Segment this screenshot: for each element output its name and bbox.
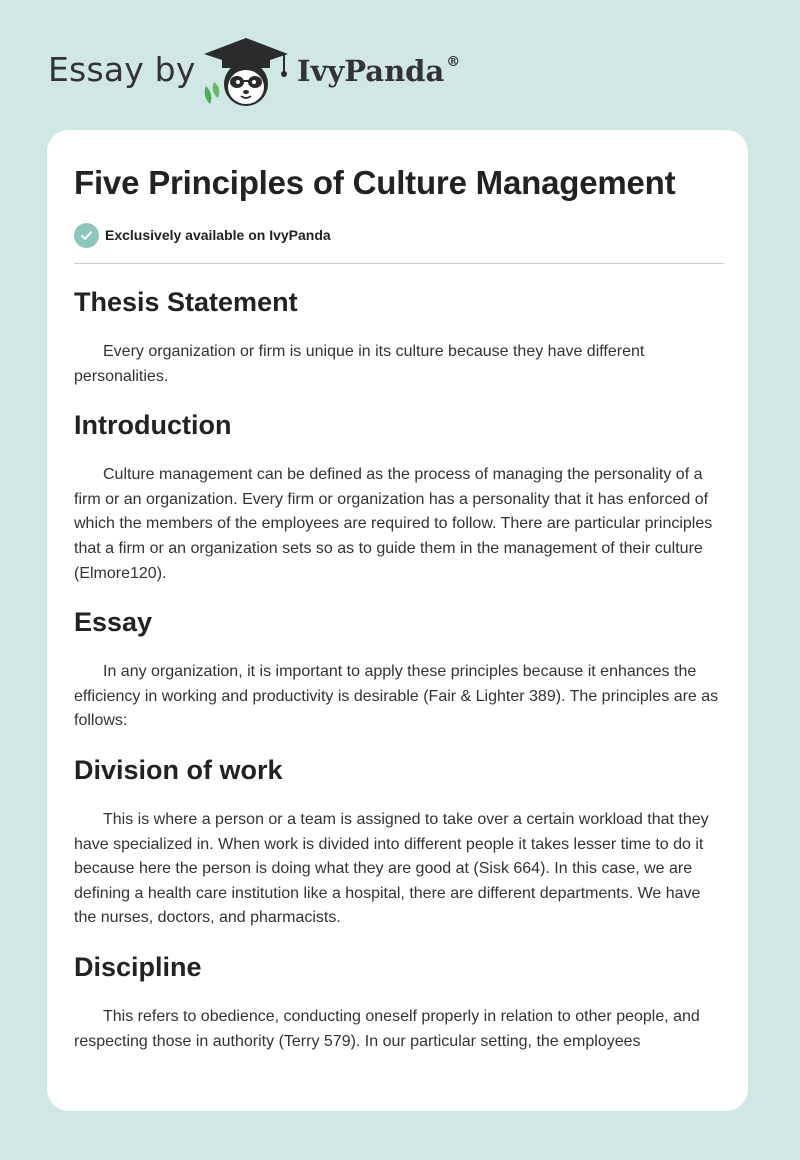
section-heading-division-of-work: Division of work <box>74 754 283 785</box>
section-heading-thesis: Thesis Statement <box>74 287 298 317</box>
section-paragraph-essay: In any organization, it is important to apply these principles because it enhances the efficiency in working and productivity is desirable (Fair & Lighter 389). The principles are as follows: <box>74 663 719 730</box>
check-circle-icon <box>74 223 99 248</box>
article-title: Five Principles of Culture Management <box>74 164 676 201</box>
exclusive-badge-label: Exclusively available on IvyPanda <box>105 227 331 243</box>
title-divider <box>74 263 724 264</box>
brand-text: IvyPanda <box>297 54 445 88</box>
section-paragraph-introduction: Culture management can be defined as the process of managing the personality of a firm or an organization. Every firm or organization has a personality that it has enforced of which the members of the employees are required to follow. There are particular principles that a firm or an organization sets so as to guide them in the management of their culture (Elmore120). <box>74 466 713 582</box>
exclusive-badge <box>74 220 724 250</box>
panda-graduate-icon[interactable] <box>200 36 292 108</box>
site-header <box>0 0 800 125</box>
section-heading-introduction: Introduction <box>74 410 232 441</box>
essay-by-label: Essay by <box>48 50 196 89</box>
registered-mark: ® <box>446 54 461 71</box>
article-card <box>47 130 748 1111</box>
section-paragraph-discipline: This refers to obedience, conducting oneself properly in relation to other people, and respecting those in authority (Terry 579). In our particular setting, the employees <box>74 1007 700 1050</box>
section-paragraph-division-of-work: This is where a person or a team is assigned to take over a certain workload that they have specialized in. When work is divided into different people it takes lesser time to do it because here the person is doing what they are good at (Sisk 664). In this case, we are defining a health care institution like a hospital, there are different departments. We have the nurses, doctors, and pharmacists. <box>74 810 709 927</box>
article-content <box>74 160 724 1054</box>
section-heading-essay: Essay <box>74 607 153 638</box>
brand-name[interactable] <box>297 54 460 88</box>
section-paragraph-thesis: Every organization or firm is unique in its culture because they have different personalities. <box>74 343 645 385</box>
section-heading-discipline: Discipline <box>74 951 202 982</box>
